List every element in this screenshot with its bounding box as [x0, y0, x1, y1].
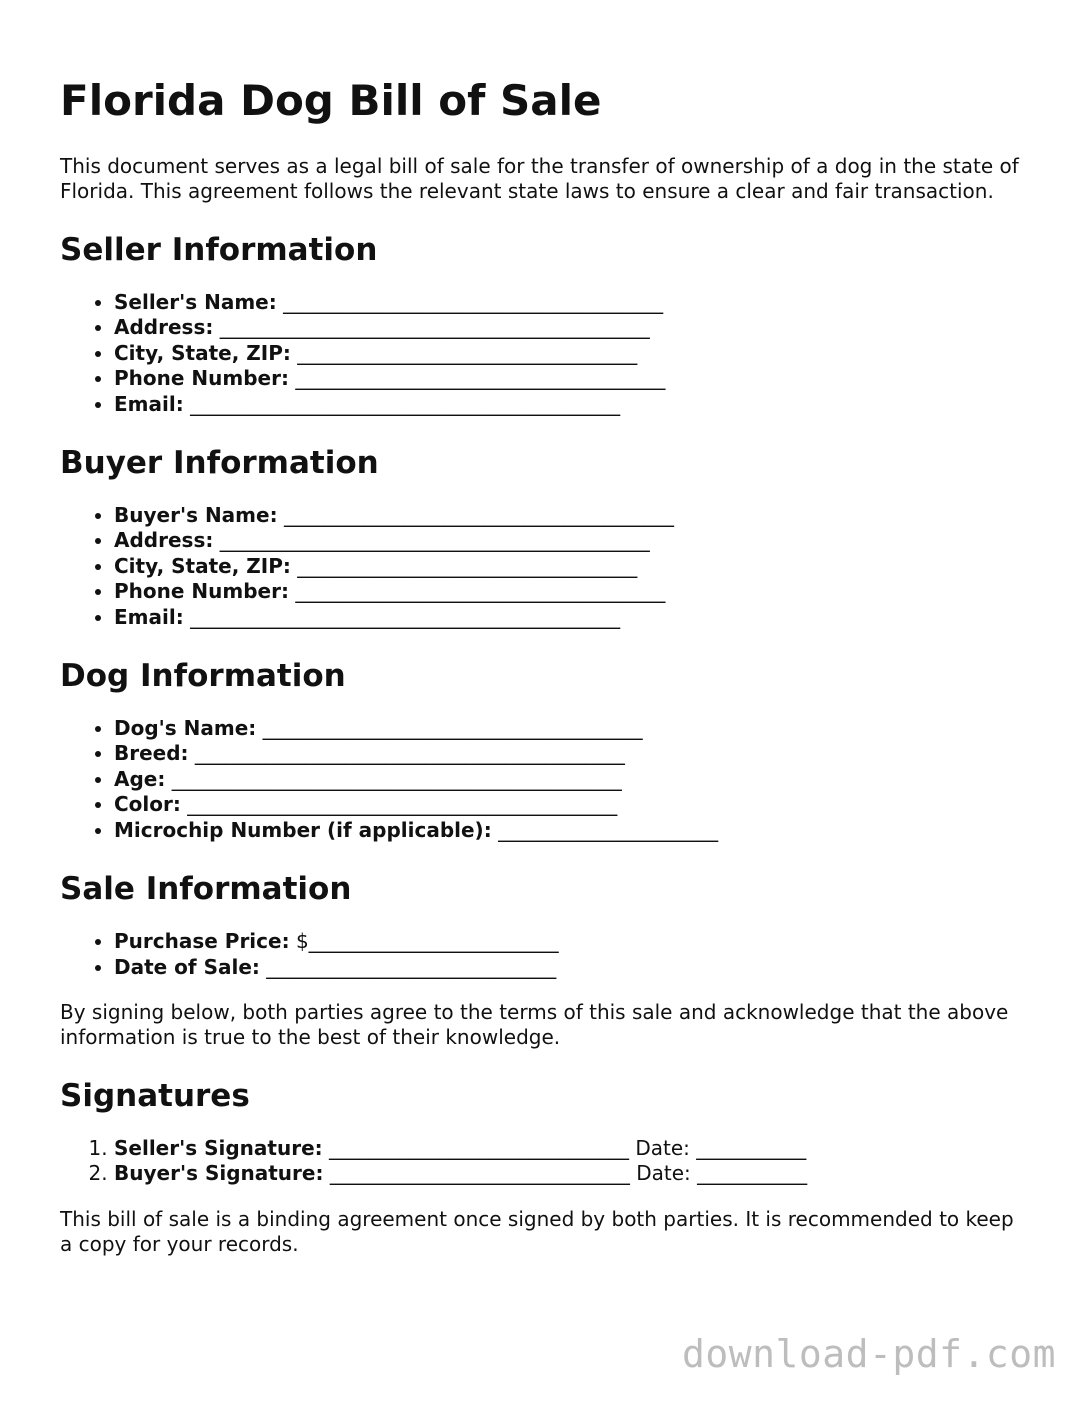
field-label: Seller's Name: [114, 290, 277, 314]
field-label: Phone Number: [114, 579, 289, 604]
signature-row [114, 1161, 1030, 1186]
closing-paragraph: This bill of sale is a binding agreement once signed by both parties. It is recommended to keep a copy for your records. [60, 1206, 1014, 1256]
field-label: Phone Number: [114, 366, 289, 391]
date-line: ___________ [696, 1135, 807, 1160]
list-item [114, 290, 1030, 315]
list-item [114, 741, 1030, 766]
signature-line: ______________________________ [329, 1161, 630, 1186]
blank-line: _____________________________________ [295, 366, 666, 391]
blank-line: _____________________________________________ [171, 766, 622, 791]
field-label: Email: [114, 391, 184, 416]
blank-line: ___________________________________________ [219, 315, 650, 340]
field-label: Date of Sale: [114, 954, 260, 979]
seller-heading: Seller Information [60, 232, 378, 268]
blank-line: ______________________________________ [262, 716, 643, 741]
signatures-heading: Signatures [60, 1077, 250, 1114]
list-item [114, 716, 1030, 741]
field-label: City, State, ZIP: [114, 340, 291, 365]
signature-label: Buyer's Signature: [114, 1161, 324, 1186]
field-label: Buyer's Name: [114, 503, 278, 528]
list-item [114, 792, 1030, 817]
list-item [114, 929, 1030, 954]
field-label: Color: [114, 792, 181, 817]
field-label: City, State, ZIP: [114, 553, 291, 578]
blank-line: ___________________________________________ [190, 604, 621, 629]
intro-paragraph: This document serves as a legal bill of sale for the transfer of ownership of a dog in the state of Florida. This agreement follows the relevant state laws to ensure a clear and fair transaction. [60, 154, 1019, 203]
seller-fields [60, 290, 1030, 417]
list-item [114, 392, 1030, 417]
list-item [114, 503, 1030, 528]
sale-heading: Sale Information [60, 871, 352, 908]
buyer-fields [60, 503, 1030, 630]
field-label: Address: [114, 315, 214, 340]
list-item [114, 818, 1030, 843]
list-item [114, 341, 1030, 366]
blank-line: $_________________________ [295, 929, 559, 954]
list-item [114, 366, 1030, 391]
signature-list [60, 1136, 1030, 1187]
field-label: Address: [114, 528, 214, 553]
blank-line: ___________________________________________ [190, 391, 621, 416]
list-item [114, 315, 1030, 340]
document-title: Florida Dog Bill of Sale [60, 76, 602, 125]
list-item [114, 579, 1030, 604]
blank-line: ______________________ [498, 817, 719, 842]
field-label: Dog's Name: [114, 716, 257, 741]
date-line: ___________ [697, 1161, 808, 1186]
field-label: Purchase Price: [114, 929, 290, 954]
blank-line: _____________________________ [266, 954, 557, 979]
blank-line: ______________________________________ [283, 290, 664, 314]
list-item [114, 554, 1030, 579]
watermark-text: download-pdf.com [681, 1332, 1056, 1376]
list-item [114, 605, 1030, 630]
field-label: Email: [114, 604, 184, 629]
list-item [114, 528, 1030, 553]
signature-row [114, 1136, 1030, 1161]
blank-line: ___________________________________________ [219, 528, 650, 553]
agreement-paragraph: By signing below, both parties agree to the terms of this sale and acknowledge that the above information is true to the best of their knowledge. [60, 999, 1009, 1049]
field-label: Breed: [114, 741, 189, 766]
date-label: Date: [636, 1161, 691, 1186]
document-page [60, 72, 1030, 1257]
list-item [114, 767, 1030, 792]
date-label: Date: [635, 1135, 690, 1160]
blank-line: _____________________________________ [295, 579, 666, 604]
blank-line: ___________________________________________ [194, 741, 625, 766]
buyer-heading: Buyer Information [60, 445, 379, 482]
dog-heading: Dog Information [60, 658, 346, 695]
sale-fields [60, 929, 1030, 980]
dog-fields [60, 716, 1030, 843]
field-label: Age: [114, 766, 166, 791]
blank-line: __________________________________ [297, 340, 638, 365]
blank-line: _______________________________________ [283, 503, 674, 528]
blank-line: __________________________________ [297, 553, 638, 578]
list-item [114, 955, 1030, 980]
field-label: Microchip Number (if applicable): [114, 817, 492, 842]
signature-line: ______________________________ [329, 1135, 629, 1160]
signature-label: Seller's Signature: [114, 1135, 323, 1160]
blank-line: ___________________________________________ [187, 792, 618, 817]
